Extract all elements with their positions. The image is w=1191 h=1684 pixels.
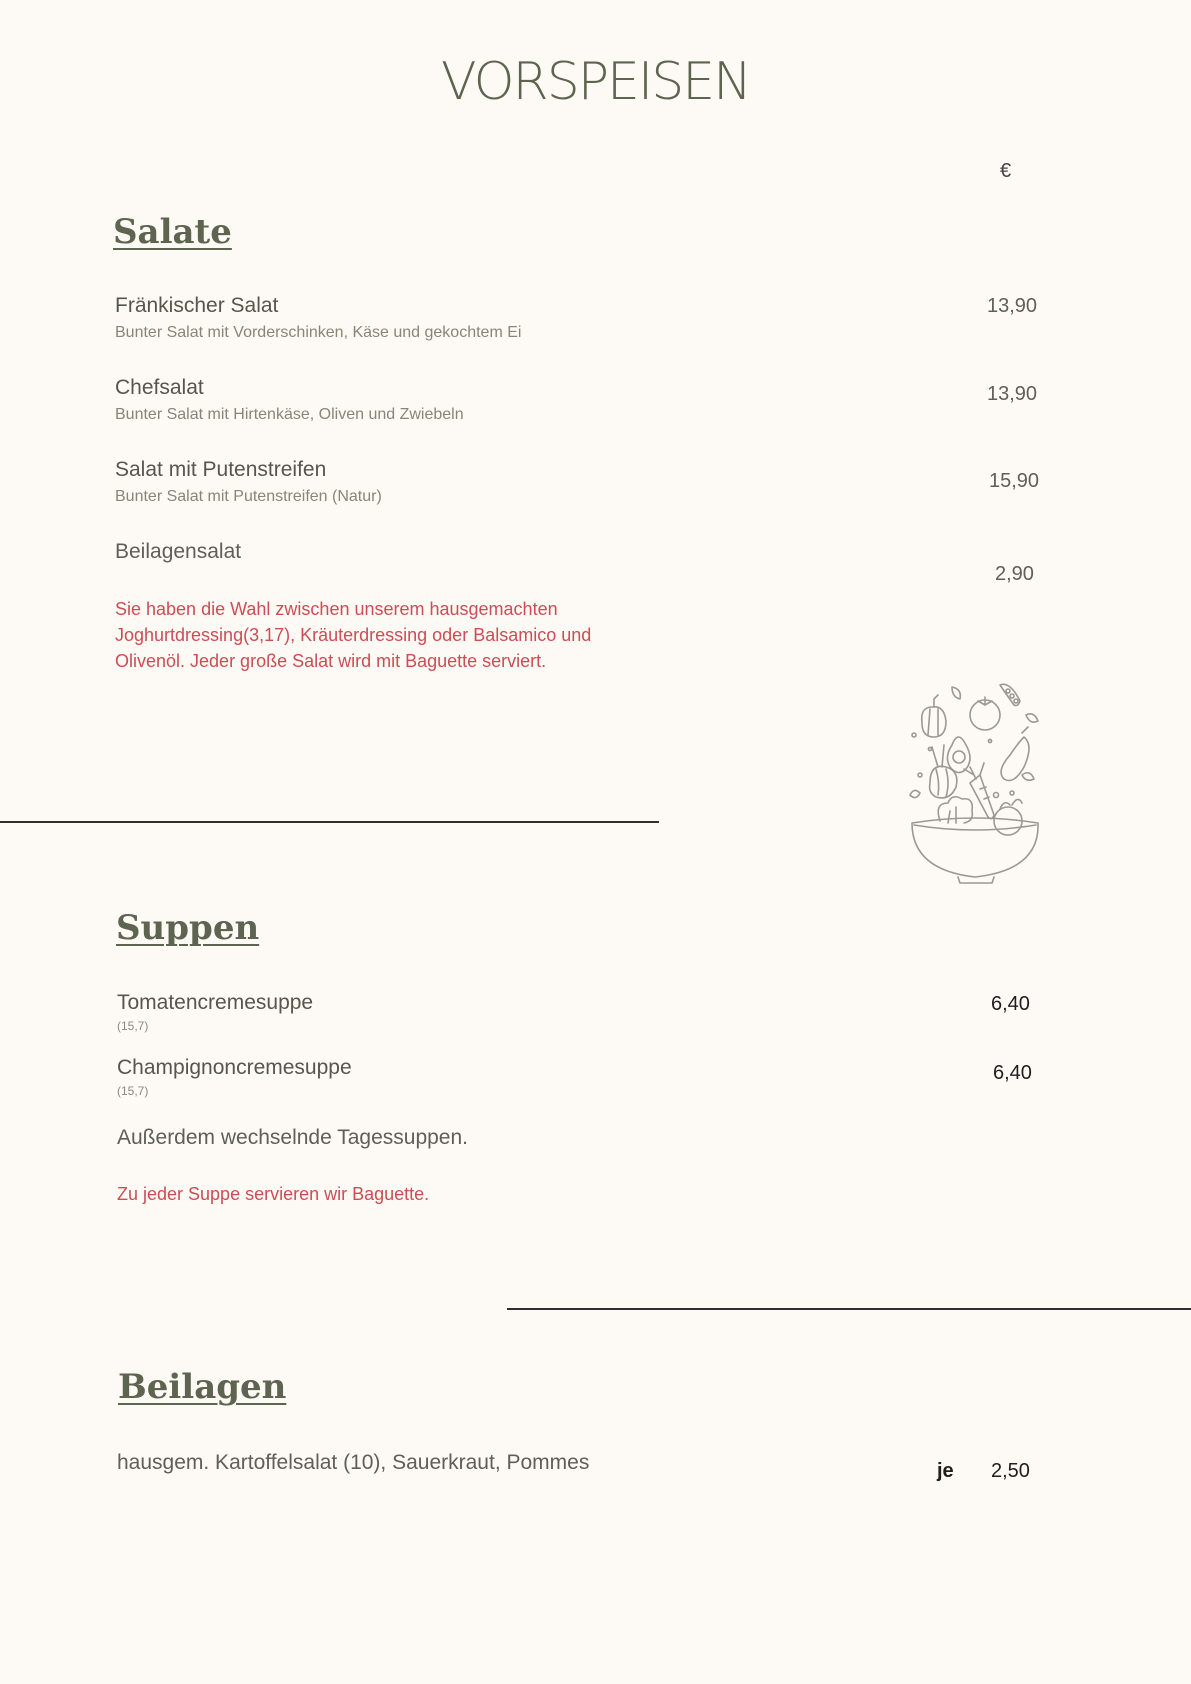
price-prefix: je — [937, 1460, 954, 1482]
menu-item-price: 6,40 — [991, 993, 1030, 1015]
menu-item-description: Bunter Salat mit Putenstreifen (Natur) — [115, 488, 382, 505]
salad-bowl-icon — [900, 675, 1050, 885]
side-dishes-list: hausgem. Kartoffelsalat (10), Sauerkraut, Pommes — [117, 1451, 590, 1474]
section-divider — [0, 821, 659, 823]
allergen-code: (15,7) — [117, 1019, 149, 1033]
menu-item-description: Bunter Salat mit Vorderschinken, Käse und gekochtem Ei — [115, 324, 522, 341]
currency-label: € — [1000, 160, 1012, 182]
section-heading-beilagen: Beilagen — [118, 1367, 287, 1407]
menu-item-name: Tomatencremesuppe — [117, 991, 314, 1014]
menu-item-name: Beilagensalat — [115, 540, 242, 563]
menu-item-name: Salat mit Putenstreifen — [115, 458, 327, 481]
menu-item-price: 2,90 — [995, 563, 1034, 585]
allergen-code: (15,7) — [117, 1084, 149, 1098]
section-heading-suppen: Suppen — [116, 908, 260, 948]
daily-soups-note: Außerdem wechselnde Tagessuppen. — [117, 1126, 469, 1149]
dressing-note: Sie haben die Wahl zwischen unserem hausgemachten Joghurtdressing(3,17), Kräuterdressing oder Balsamico und Olivenöl. Jeder große Salat wird mit Baguette serviert. — [115, 599, 592, 671]
section-heading-salate: Salate — [113, 212, 232, 252]
menu-item-price: 2,50 — [991, 1460, 1030, 1482]
menu-item-price: 13,90 — [987, 295, 1038, 317]
menu-item-name: Chefsalat — [115, 376, 204, 399]
page-title: VORSPEISEN — [440, 52, 751, 112]
menu-item-price: 15,90 — [989, 470, 1040, 492]
menu-item-description: Bunter Salat mit Hirtenkäse, Oliven und Zwiebeln — [115, 406, 464, 423]
section-divider — [507, 1308, 1191, 1310]
menu-item-name: Champignoncremesuppe — [117, 1056, 352, 1079]
baguette-note: Zu jeder Suppe servieren wir Baguette. — [117, 1184, 430, 1204]
menu-item-price: 6,40 — [993, 1062, 1032, 1084]
menu-item-price: 13,90 — [987, 383, 1038, 405]
menu-item-name: Fränkischer Salat — [115, 294, 279, 317]
